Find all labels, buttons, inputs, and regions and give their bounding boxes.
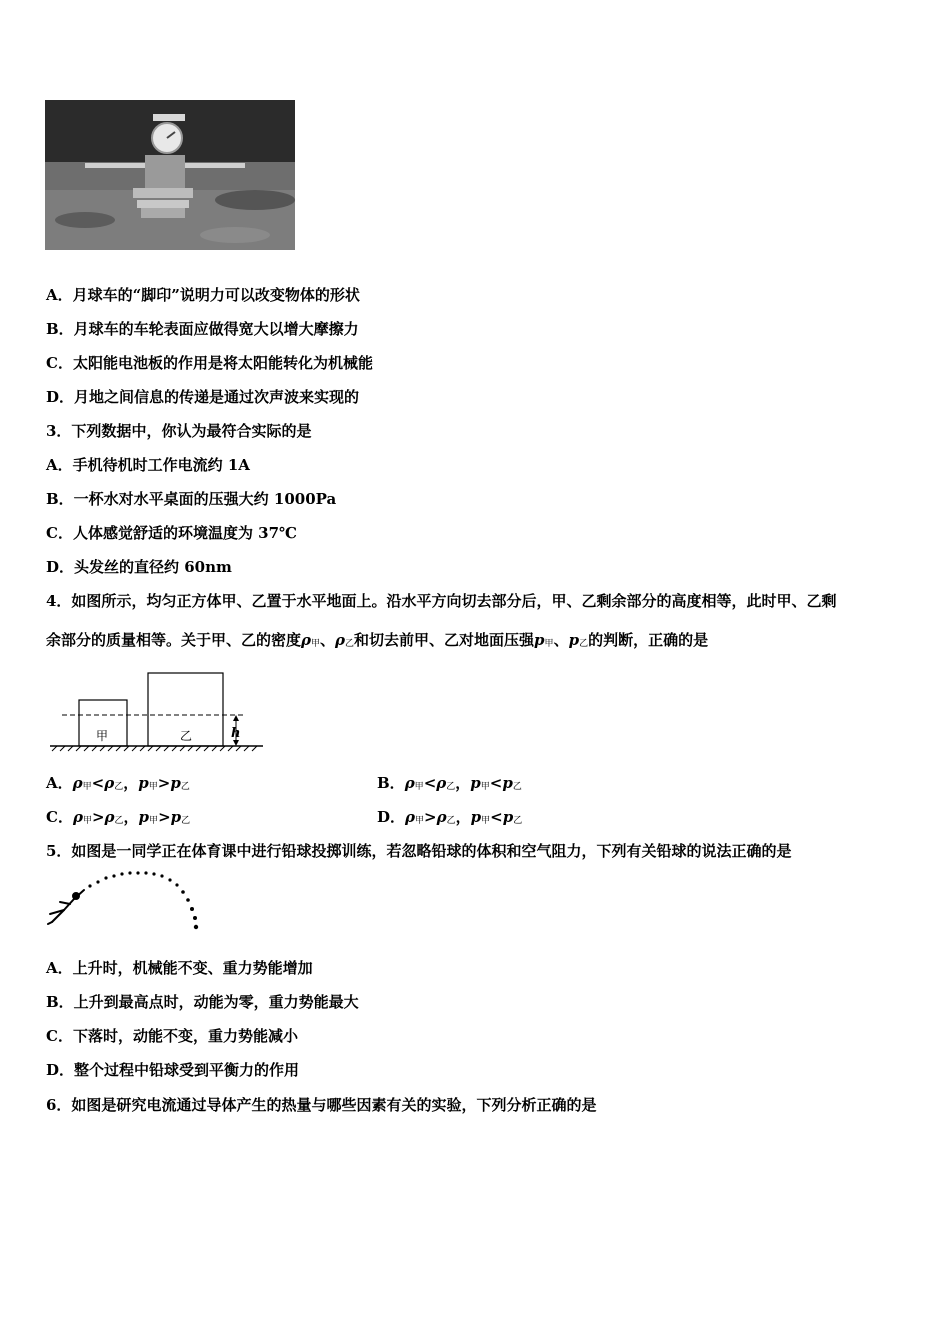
label-h: h — [231, 726, 241, 741]
q3-option-c: C．人体感觉舒适的环境温度为 37℃ — [46, 524, 298, 542]
q4-option-c: C．ρ甲>ρ乙，p甲>p乙 — [46, 808, 191, 826]
label-jia: 甲 — [96, 729, 109, 743]
q5-stem: 5．如图是一同学正在体育课中进行铅球投掷训练，若忽略铅球的体积和空气阻力，下列有关铅球的说法正确的是 — [46, 842, 792, 860]
q4-blocks-figure — [48, 668, 268, 754]
q5-option-b: B．上升到最高点时，动能为零，重力势能最大 — [46, 993, 359, 1011]
q5-option-d: D．整个过程中铅球受到平衡力的作用 — [46, 1061, 300, 1079]
q6-stem: 6．如图是研究电流通过导体产生的热量与哪些因素有关的实验，下列分析正确的是 — [46, 1096, 597, 1114]
q2-option-c: C．太阳能电池板的作用是将太阳能转化为机械能 — [46, 354, 373, 372]
label-yi: 乙 — [180, 729, 193, 743]
thrower-figure — [48, 890, 84, 924]
q2-option-b: B．月球车的车轮表面应做得宽大以增大摩擦力 — [46, 320, 359, 338]
lunar-rover-photo — [45, 100, 295, 250]
q3-stem: 3．下列数据中，你认为最符合实际的是 — [46, 422, 312, 440]
q4-option-a: A．ρ甲<ρ乙，p甲>p乙 — [46, 774, 190, 792]
q4-option-b: B．ρ甲<ρ乙，p甲<p乙 — [377, 774, 522, 792]
shot-put-figure — [46, 868, 216, 934]
q3-option-d: D．头发丝的直径约 60nm — [46, 558, 232, 576]
q2-option-d: D．月地之间信息的传递是通过次声波来实现的 — [46, 388, 360, 406]
q3-option-b: B．一杯水对水平桌面的压强大约 1000Pa — [46, 490, 337, 508]
q4-stem-line2: 余部分的质量相等。关于甲、乙的密度ρ甲、ρ乙和切去前甲、乙对地面压强p甲、p乙的判断，正确的是 — [46, 631, 709, 649]
trajectory-dots — [88, 871, 198, 929]
q4-stem-line1: 4．如图所示，均匀正方体甲、乙置于水平地面上。沿水平方向切去部分后，甲、乙剩余部分的高度相等，此时甲、乙剩 — [46, 592, 837, 610]
q5-option-a: A．上升时，机械能不变、重力势能增加 — [46, 959, 313, 977]
q2-option-a: A．月球车的“脚印”说明力可以改变物体的形状 — [46, 286, 360, 304]
q3-option-a: A．手机待机时工作电流约 1A — [46, 456, 250, 474]
q5-option-c: C．下落时，动能不变，重力势能减小 — [46, 1027, 298, 1045]
q4-option-d: D．ρ甲>ρ乙，p甲<p乙 — [377, 808, 523, 826]
